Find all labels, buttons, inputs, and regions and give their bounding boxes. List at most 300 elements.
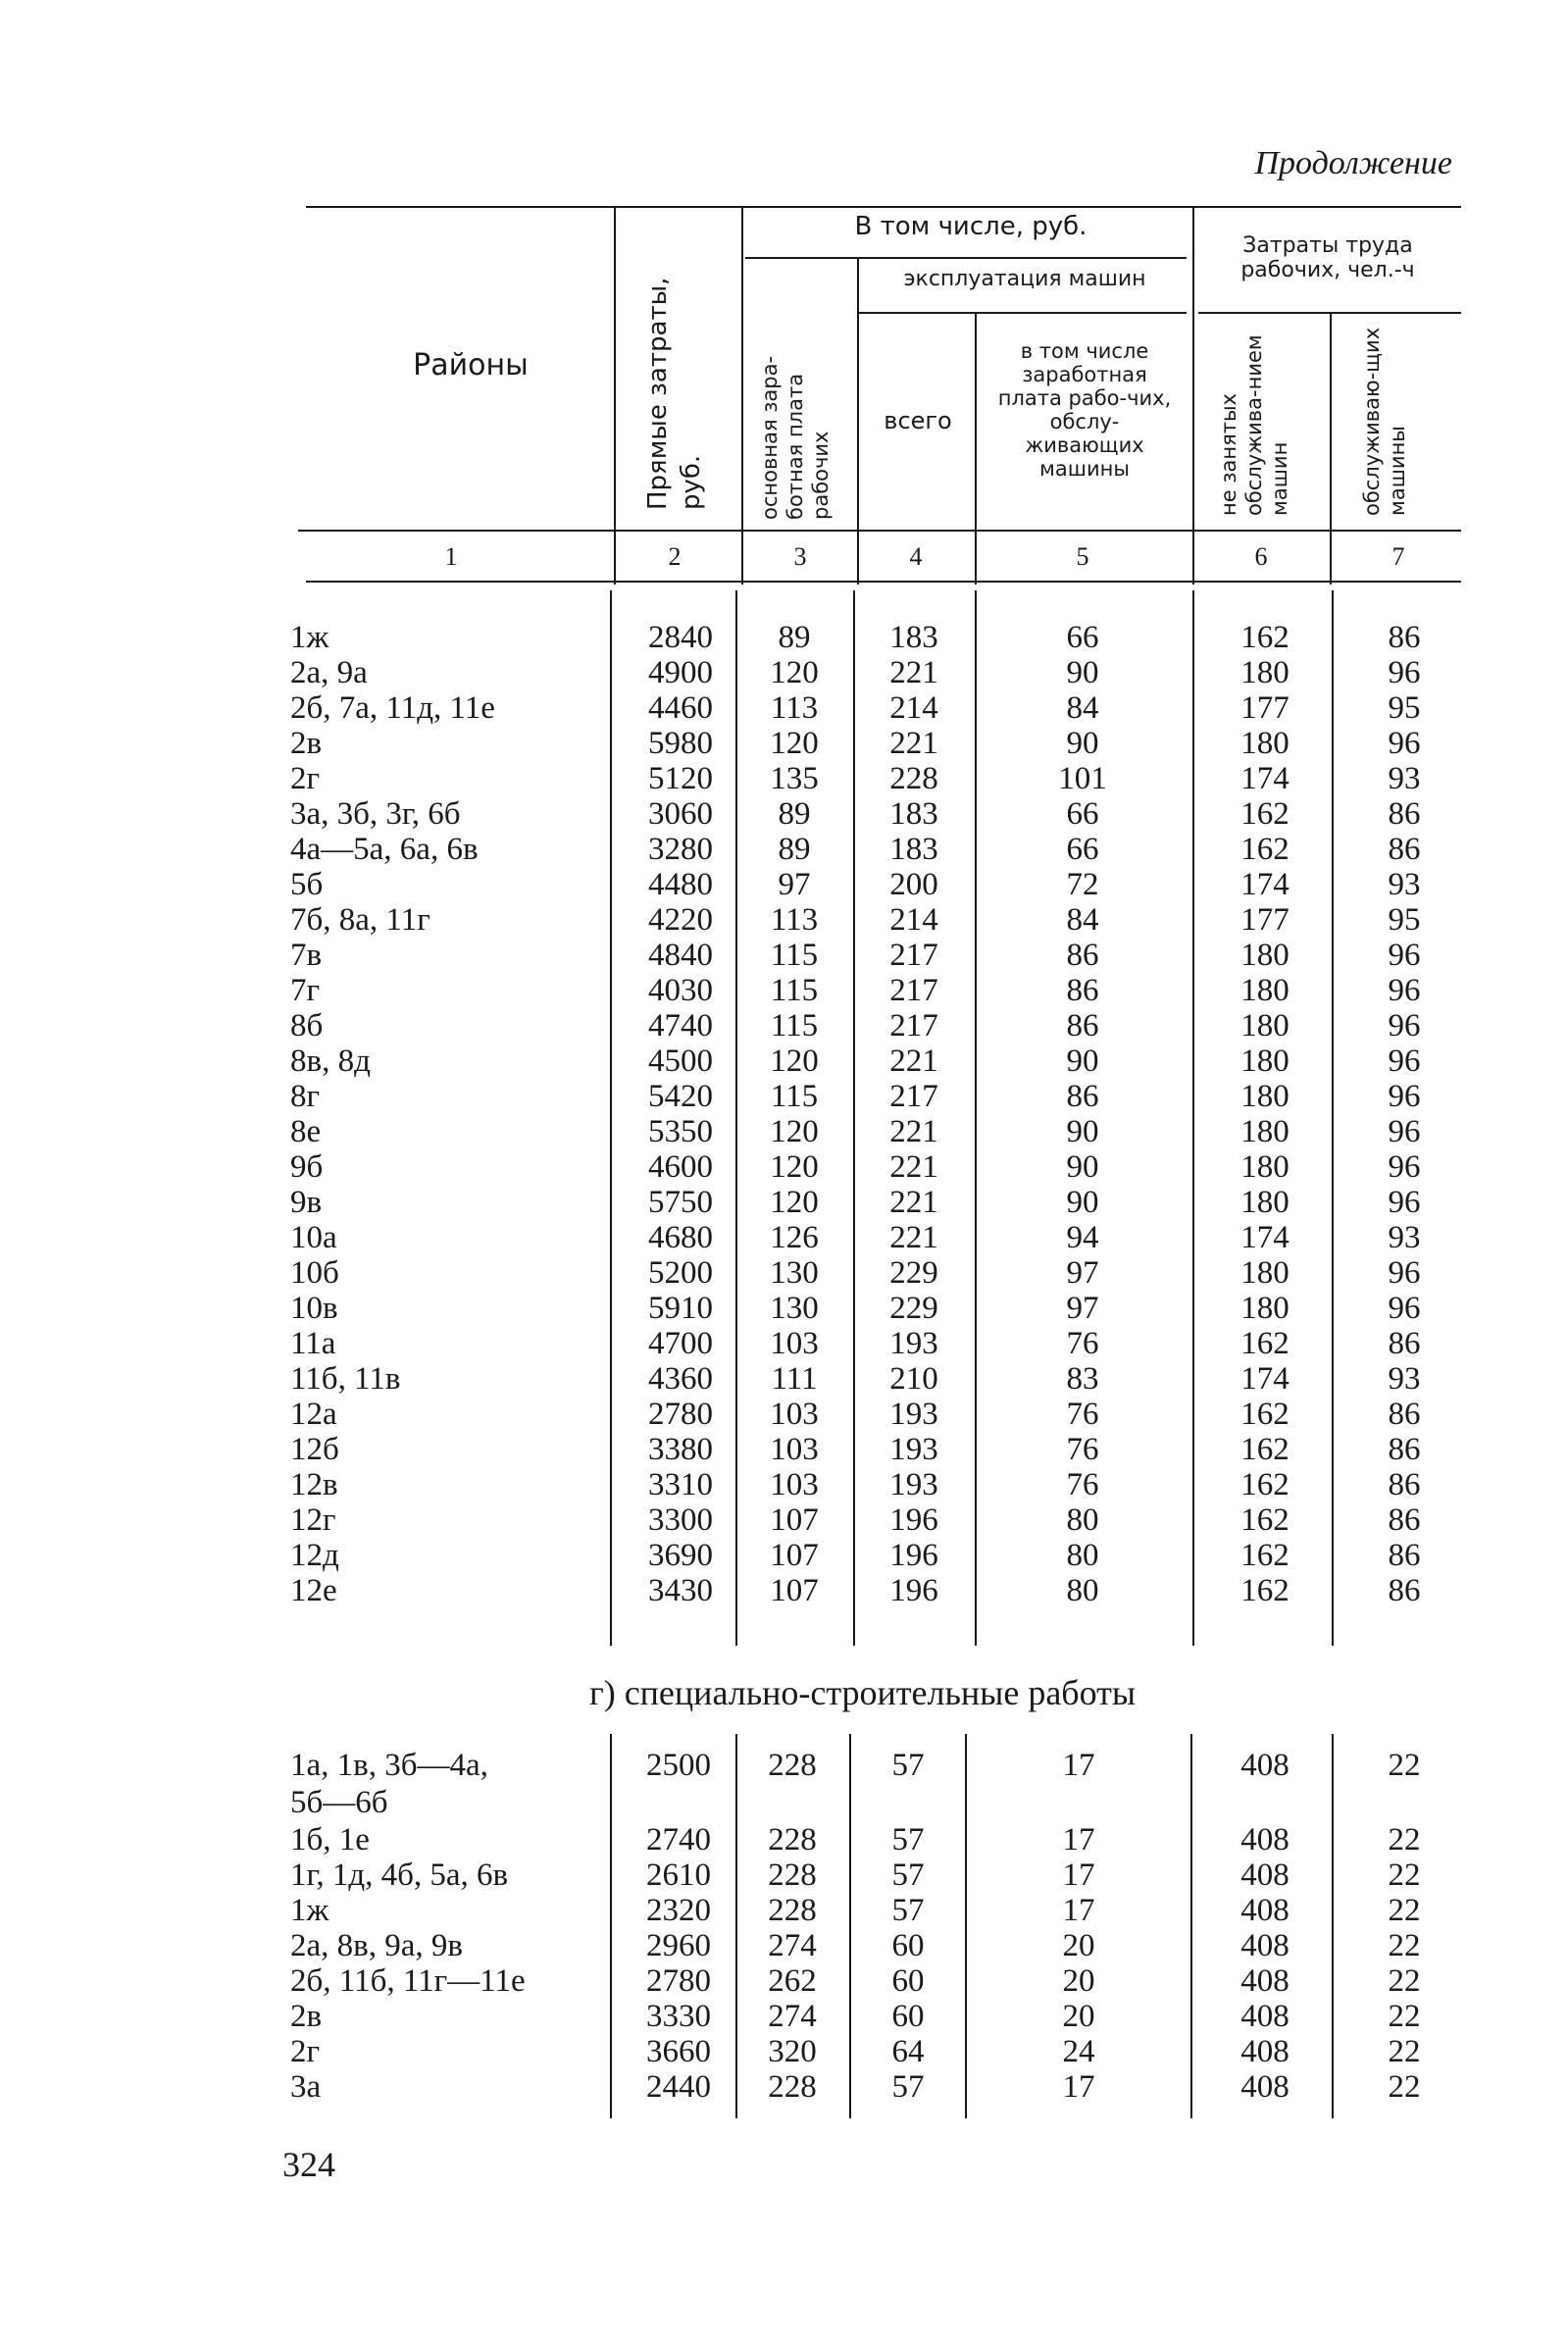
table-cell: 3430: [648, 1573, 713, 1608]
table-row: [0, 1326, 1568, 1361]
section-title: г) специально-строительные работы: [588, 1673, 1137, 1712]
table-cell: 180: [1240, 1291, 1290, 1326]
table-cell: 5750: [648, 1185, 713, 1220]
table-cell: 17: [1062, 2069, 1095, 2105]
table-cell: 162: [1240, 1573, 1290, 1608]
table-cell: 84: [1066, 902, 1099, 938]
table-cell: 162: [1240, 620, 1290, 655]
region-name: 10а: [290, 1220, 337, 1255]
header-vline-1: [614, 208, 616, 585]
table-cell: 221: [889, 1185, 938, 1220]
table-cell: 20: [1062, 1963, 1095, 1999]
table-cell: 83: [1066, 1361, 1099, 1397]
region-name: 9б: [290, 1149, 324, 1185]
table-cell: 180: [1240, 1255, 1290, 1291]
table-cell: 57: [891, 1858, 925, 1893]
table-cell: 221: [889, 1220, 938, 1255]
table-row: [0, 1999, 1568, 2034]
header-vline-3: [857, 257, 859, 585]
region-name: 1г, 1д, 4б, 5а, 6в: [290, 1858, 509, 1893]
table-cell: 221: [889, 726, 938, 761]
table-cell: 196: [889, 1573, 938, 1608]
table-row: [0, 1467, 1568, 1502]
table-cell: 90: [1066, 726, 1099, 761]
table-cell: 113: [770, 902, 819, 938]
table-cell: 66: [1066, 832, 1099, 867]
table-cell: 103: [770, 1432, 819, 1467]
group-machines-underline: [859, 312, 1187, 314]
header-machine-operation: эксплуатация машин: [903, 267, 1146, 291]
table-cell: 90: [1066, 1114, 1099, 1149]
table-cell: 86: [1388, 1467, 1421, 1502]
region-name: 5б: [290, 867, 324, 902]
table-row: [0, 2034, 1568, 2069]
table-cell: 408: [1240, 1928, 1290, 1963]
table-cell: 60: [891, 1963, 925, 1999]
table-row: [0, 1291, 1568, 1326]
region-name: 10б: [290, 1255, 339, 1291]
table-cell: 5420: [648, 1079, 713, 1114]
table-cell: 193: [889, 1397, 938, 1432]
table-cell: 103: [770, 1397, 819, 1432]
table-cell: 4900: [648, 655, 713, 690]
table-row: [0, 973, 1568, 1008]
table-cell: 86: [1388, 1397, 1421, 1432]
table-cell: 86: [1388, 1326, 1421, 1361]
table-cell: 183: [889, 620, 938, 655]
table-cell: 80: [1066, 1573, 1099, 1608]
table-cell: 64: [891, 2034, 925, 2069]
region-name: 12е: [290, 1573, 337, 1608]
table-cell: 96: [1388, 655, 1421, 690]
region-name: 1ж: [290, 620, 329, 655]
region-name: 2а, 9а: [290, 655, 368, 690]
table-cell: 113: [770, 690, 819, 726]
table-cell: 174: [1240, 1220, 1290, 1255]
table-cell: 107: [770, 1573, 819, 1608]
table-cell: 274: [768, 1928, 817, 1963]
table-row: [0, 1043, 1568, 1079]
table-row: [0, 1858, 1568, 1893]
table-cell: 3280: [648, 832, 713, 867]
table-cell: 2960: [646, 1928, 711, 1963]
table-cell: 162: [1240, 1432, 1290, 1467]
table-row: [0, 938, 1568, 973]
table-row: [0, 1893, 1568, 1928]
table-cell: 90: [1066, 1043, 1099, 1079]
table-cell: 5350: [648, 1114, 713, 1149]
table-row: [0, 1008, 1568, 1043]
table-cell: 57: [891, 1748, 925, 1783]
table-cell: 2610: [646, 1858, 711, 1893]
table-cell: 22: [1388, 1893, 1421, 1928]
table-cell: 93: [1388, 867, 1421, 902]
table-cell: 22: [1388, 1858, 1421, 1893]
region-name: 7г: [290, 973, 321, 1008]
table-cell: 22: [1388, 2069, 1421, 2105]
header-base-wage: основная зара-ботная плата рабочих: [758, 355, 833, 520]
table-row: [0, 761, 1568, 796]
table-cell: 60: [891, 1999, 925, 2034]
table-cell: 229: [889, 1291, 938, 1326]
table-cell: 20: [1062, 1928, 1095, 1963]
table-cell: 96: [1388, 1008, 1421, 1043]
table-cell: 22: [1388, 1999, 1421, 2034]
table-cell: 86: [1388, 1538, 1421, 1573]
header-group-labor: Затраты труда рабочих, чел.-ч: [1240, 233, 1415, 282]
table-cell: 180: [1240, 1008, 1290, 1043]
table-cell: 3660: [646, 2034, 711, 2069]
table-cell: 97: [778, 867, 811, 902]
table-row: [0, 1928, 1568, 1963]
table-cell: 408: [1240, 1963, 1290, 1999]
table-row: [0, 726, 1568, 761]
table-cell: 20: [1062, 1999, 1095, 2034]
table-cell: 408: [1240, 1822, 1290, 1858]
table-cell: 86: [1388, 1502, 1421, 1538]
table-cell: 2440: [646, 2069, 711, 2105]
table-cell: 84: [1066, 690, 1099, 726]
table-cell: 4700: [648, 1326, 713, 1361]
table-cell: 101: [1058, 761, 1107, 796]
table-cell: 408: [1240, 1748, 1290, 1783]
table-cell: 86: [1066, 1079, 1099, 1114]
table-cell: 228: [768, 1748, 817, 1783]
table-cell: 180: [1240, 1043, 1290, 1079]
region-name: 12д: [290, 1538, 339, 1573]
table-cell: 217: [889, 938, 938, 973]
table-cell: 4030: [648, 973, 713, 1008]
table-row: [0, 655, 1568, 690]
table-cell: 177: [1240, 690, 1290, 726]
table-row: [0, 1432, 1568, 1467]
table-cell: 183: [889, 796, 938, 832]
table-cell: 162: [1240, 1467, 1290, 1502]
table-row: [0, 690, 1568, 726]
table-cell: 126: [770, 1220, 819, 1255]
table-cell: 320: [768, 2034, 817, 2069]
header-direct-costs: Прямые затраты, руб.: [643, 277, 706, 510]
table-cell: 228: [768, 1822, 817, 1858]
table-row: [0, 1220, 1568, 1255]
table-cell: 76: [1066, 1326, 1099, 1361]
table-cell: 90: [1066, 655, 1099, 690]
table-cell: 107: [770, 1538, 819, 1573]
table-cell: 103: [770, 1467, 819, 1502]
page-number: 324: [282, 2145, 335, 2184]
table-cell: 115: [770, 1008, 819, 1043]
table-cell: 4600: [648, 1149, 713, 1185]
region-name: 11б, 11в: [290, 1361, 401, 1397]
table-cell: 4500: [648, 1043, 713, 1079]
header-vline-6: [1330, 312, 1332, 585]
table-row: [0, 1502, 1568, 1538]
table-cell: 228: [768, 2069, 817, 2105]
table-cell: 115: [770, 973, 819, 1008]
table-cell: 180: [1240, 1114, 1290, 1149]
table-cell: 86: [1066, 1008, 1099, 1043]
table-cell: 96: [1388, 973, 1421, 1008]
table-cell: 111: [771, 1361, 818, 1397]
table-cell: 24: [1062, 2034, 1095, 2069]
table-cell: 90: [1066, 1149, 1099, 1185]
header-servicing-machines: обслуживаю-щих машины: [1360, 327, 1409, 516]
table-cell: 95: [1388, 902, 1421, 938]
table-cell: 4740: [648, 1008, 713, 1043]
table-cell: 96: [1388, 1079, 1421, 1114]
region-name: 2в: [290, 726, 323, 761]
table-row: [0, 867, 1568, 902]
table-cell: 221: [889, 1149, 938, 1185]
table-cell: 22: [1388, 1963, 1421, 1999]
table-row: [0, 1361, 1568, 1397]
table-cell: 5120: [648, 761, 713, 796]
region-name: 1б, 1е: [290, 1822, 370, 1858]
header-bottom-rule: [298, 530, 1461, 532]
table-cell: 93: [1388, 761, 1421, 796]
table-row: [0, 1963, 1568, 1999]
table-cell: 96: [1388, 938, 1421, 973]
table-cell: 193: [889, 1326, 938, 1361]
table-cell: 76: [1066, 1432, 1099, 1467]
table-row: [0, 1397, 1568, 1432]
column-number-1: 1: [444, 542, 458, 571]
table-cell: 17: [1062, 1893, 1095, 1928]
header-machine-operator-wage: в том числе заработная плата рабо-чих, обслу-живающих машины: [997, 339, 1172, 481]
table-cell: 200: [889, 867, 938, 902]
table-cell: 2500: [646, 1748, 711, 1783]
table-cell: 97: [1066, 1291, 1099, 1326]
table-cell: 180: [1240, 973, 1290, 1008]
table-row: [0, 1538, 1568, 1573]
header-group-including: В том числе, руб.: [854, 212, 1087, 241]
table-cell: 217: [889, 1008, 938, 1043]
table-cell: 86: [1388, 1432, 1421, 1467]
table-cell: 214: [889, 690, 938, 726]
table-cell: 115: [770, 938, 819, 973]
table-row: [0, 1114, 1568, 1149]
region-name: 1ж: [290, 1893, 329, 1928]
table-cell: 5910: [648, 1291, 713, 1326]
table-cell: 183: [889, 832, 938, 867]
continuation-label: Продолжение: [1254, 145, 1452, 181]
table-cell: 89: [778, 796, 811, 832]
region-name: 8б: [290, 1008, 324, 1043]
table-cell: 180: [1240, 726, 1290, 761]
table-cell: 94: [1066, 1220, 1099, 1255]
region-name: 8г: [290, 1079, 321, 1114]
table-cell: 60: [891, 1928, 925, 1963]
table-row: [0, 1748, 1568, 1820]
table-top-rule: [306, 206, 1461, 208]
colnum-bottom-rule: [306, 581, 1461, 583]
table-cell: 66: [1066, 796, 1099, 832]
table-cell: 229: [889, 1255, 938, 1291]
header-not-servicing-machines: не занятых обслужива-нием машин: [1217, 334, 1291, 516]
table-cell: 162: [1240, 1397, 1290, 1432]
table-cell: 135: [770, 761, 819, 796]
table-cell: 120: [770, 726, 819, 761]
table-cell: 210: [889, 1361, 938, 1397]
table-cell: 162: [1240, 1502, 1290, 1538]
table-cell: 95: [1388, 690, 1421, 726]
table-cell: 96: [1388, 726, 1421, 761]
table-cell: 217: [889, 1079, 938, 1114]
table-cell: 22: [1388, 2034, 1421, 2069]
table-cell: 221: [889, 1114, 938, 1149]
table-cell: 130: [770, 1291, 819, 1326]
table-cell: 115: [770, 1079, 819, 1114]
table-cell: 408: [1240, 2034, 1290, 2069]
table-cell: 4360: [648, 1361, 713, 1397]
table-cell: 162: [1240, 1538, 1290, 1573]
table-cell: 3060: [648, 796, 713, 832]
table-cell: 3690: [648, 1538, 713, 1573]
table-cell: 96: [1388, 1291, 1421, 1326]
table-cell: 180: [1240, 1149, 1290, 1185]
table-cell: 2780: [648, 1397, 713, 1432]
column-number-7: 7: [1391, 542, 1405, 571]
table-cell: 22: [1388, 1822, 1421, 1858]
table-cell: 2740: [646, 1822, 711, 1858]
table-cell: 5980: [648, 726, 713, 761]
table-cell: 217: [889, 973, 938, 1008]
region-name: 1а, 1в, 3б—4а,: [290, 1748, 488, 1783]
region-name: 12в: [290, 1467, 338, 1502]
region-name: 12б: [290, 1432, 339, 1467]
table-cell: 57: [891, 1822, 925, 1858]
table-cell: 120: [770, 1043, 819, 1079]
header-total: всего: [884, 407, 952, 434]
table-cell: 408: [1240, 1999, 1290, 2034]
table-row: [0, 1255, 1568, 1291]
table-cell: 89: [778, 620, 811, 655]
table-cell: 5200: [648, 1255, 713, 1291]
table-cell: 90: [1066, 1185, 1099, 1220]
table-cell: 86: [1066, 938, 1099, 973]
table-cell: 93: [1388, 1361, 1421, 1397]
table-cell: 162: [1240, 1326, 1290, 1361]
table-cell: 162: [1240, 832, 1290, 867]
table-cell: 57: [891, 2069, 925, 2105]
table-cell: 17: [1062, 1822, 1095, 1858]
region-name: 10в: [290, 1291, 338, 1326]
header-vline-4: [975, 312, 977, 585]
table-cell: 86: [1388, 796, 1421, 832]
region-name: 5б—6б: [290, 1785, 388, 1820]
table-cell: 4840: [648, 938, 713, 973]
table-row: [0, 1185, 1568, 1220]
column-number-3: 3: [793, 542, 807, 571]
table-cell: 86: [1388, 832, 1421, 867]
table-cell: 196: [889, 1538, 938, 1573]
table-cell: 66: [1066, 620, 1099, 655]
table-cell: 4680: [648, 1220, 713, 1255]
table-cell: 22: [1388, 1928, 1421, 1963]
table-cell: 408: [1240, 2069, 1290, 2105]
table-cell: 4460: [648, 690, 713, 726]
table-cell: 17: [1062, 1748, 1095, 1783]
table-cell: 86: [1388, 620, 1421, 655]
table-cell: 193: [889, 1432, 938, 1467]
region-name: 4а—5а, 6а, 6в: [290, 832, 479, 867]
table-cell: 214: [889, 902, 938, 938]
column-number-6: 6: [1254, 542, 1268, 571]
table-cell: 120: [770, 1185, 819, 1220]
table-cell: 174: [1240, 761, 1290, 796]
table-cell: 86: [1388, 1573, 1421, 1608]
table-cell: 107: [770, 1502, 819, 1538]
table-cell: 180: [1240, 938, 1290, 973]
column-number-4: 4: [909, 542, 923, 571]
table-cell: 174: [1240, 867, 1290, 902]
region-name: 2б, 11б, 11г—11е: [290, 1963, 526, 1999]
table-cell: 4220: [648, 902, 713, 938]
table-cell: 228: [768, 1858, 817, 1893]
table-cell: 80: [1066, 1502, 1099, 1538]
region-name: 8е: [290, 1114, 322, 1149]
group-incl-underline: [745, 257, 1187, 259]
table-cell: 3300: [648, 1502, 713, 1538]
table-row: [0, 620, 1568, 655]
table-cell: 96: [1388, 1149, 1421, 1185]
table-cell: 162: [1240, 796, 1290, 832]
table-row: [0, 1149, 1568, 1185]
table-cell: 120: [770, 1114, 819, 1149]
header-vline-2: [741, 208, 743, 585]
table-cell: 3330: [646, 1999, 711, 2034]
table-cell: 17: [1062, 1858, 1095, 1893]
table-cell: 3380: [648, 1432, 713, 1467]
table-cell: 89: [778, 832, 811, 867]
table-cell: 221: [889, 655, 938, 690]
table-cell: 93: [1388, 1220, 1421, 1255]
table-cell: 193: [889, 1467, 938, 1502]
table-cell: 180: [1240, 1185, 1290, 1220]
table-cell: 120: [770, 1149, 819, 1185]
table-row: [0, 1079, 1568, 1114]
region-name: 12г: [290, 1502, 336, 1538]
table-cell: 103: [770, 1326, 819, 1361]
region-name: 9в: [290, 1185, 323, 1220]
region-name: 2в: [290, 1999, 323, 2034]
table-cell: 262: [768, 1963, 817, 1999]
table-cell: 96: [1388, 1114, 1421, 1149]
table-cell: 180: [1240, 655, 1290, 690]
table-cell: 72: [1066, 867, 1099, 902]
table-cell: 2780: [646, 1963, 711, 1999]
table-cell: 76: [1066, 1397, 1099, 1432]
table-cell: 97: [1066, 1255, 1099, 1291]
region-name: 12а: [290, 1397, 337, 1432]
table-cell: 408: [1240, 1858, 1290, 1893]
table-row: [0, 796, 1568, 832]
header-vline-5: [1192, 208, 1194, 585]
region-name: 3а, 3б, 3г, 6б: [290, 796, 461, 832]
table-cell: 228: [768, 1893, 817, 1928]
header-regions: Районы: [413, 348, 529, 382]
table-row: [0, 832, 1568, 867]
table-row: [0, 1822, 1568, 1858]
column-number-2: 2: [668, 542, 682, 571]
table-cell: 96: [1388, 1255, 1421, 1291]
table-cell: 76: [1066, 1467, 1099, 1502]
table-row: [0, 902, 1568, 938]
table-cell: 228: [889, 761, 938, 796]
table-cell: 4480: [648, 867, 713, 902]
table-cell: 130: [770, 1255, 819, 1291]
region-name: 2г: [290, 761, 321, 796]
